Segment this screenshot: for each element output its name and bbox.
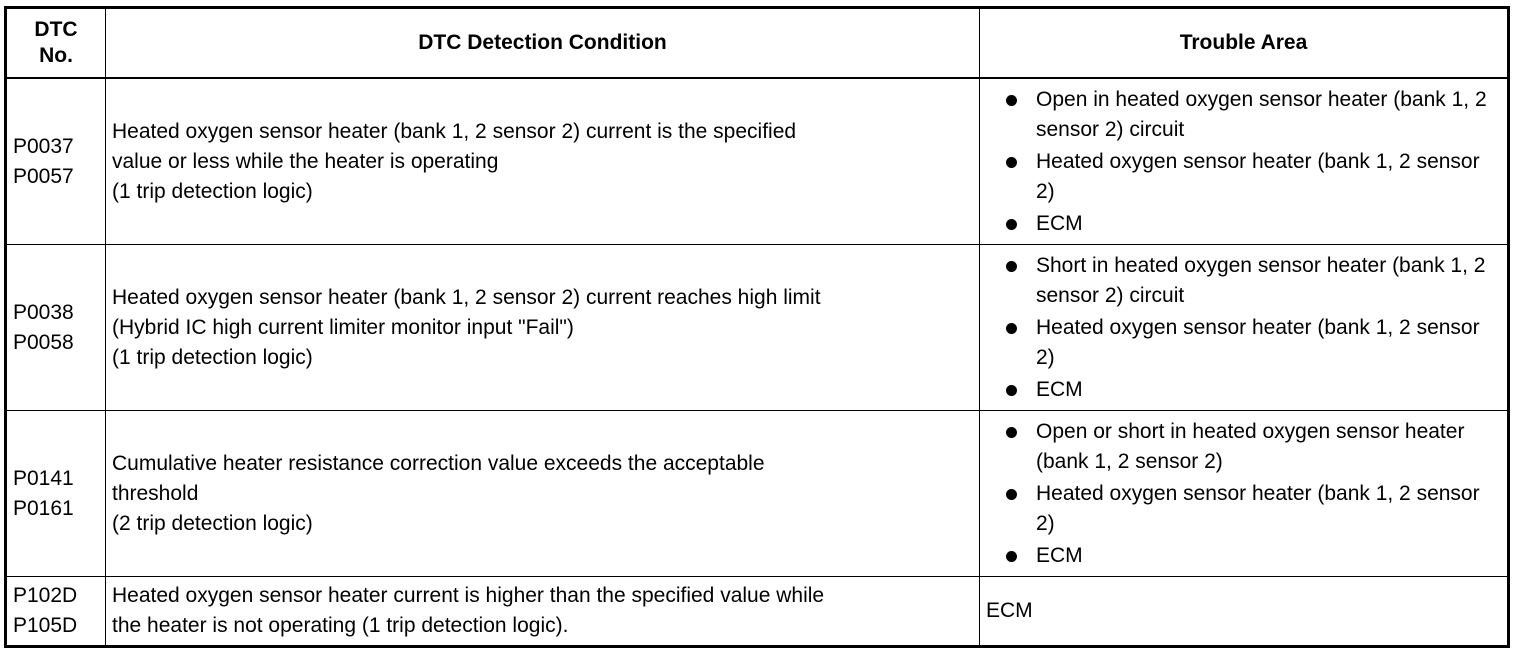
- trouble-area-text: Open or short in heated oxygen sensor heater (bank 1, 2 sensor 2): [1036, 419, 1465, 473]
- dtc-code-cell: [6, 577, 106, 647]
- condition-line: Heated oxygen sensor heater current is higher than the specified value while: [112, 584, 825, 607]
- dtc-code: P105D: [13, 614, 78, 637]
- table-row: [6, 577, 1509, 647]
- condition-line: the heater is not operating (1 trip detection logic).: [112, 614, 569, 637]
- detection-condition-cell: [106, 411, 980, 577]
- header-dtc-no: [6, 8, 106, 79]
- trouble-area-text: Heated oxygen sensor heater (bank 1, 2 sensor 2): [1036, 481, 1480, 535]
- list-item: [986, 417, 1501, 477]
- bullet-icon: [1006, 95, 1017, 106]
- trouble-area-text: ECM: [1036, 377, 1083, 401]
- trouble-area-cell: ECM: [980, 577, 1509, 647]
- dtc-code: P0057: [13, 164, 74, 188]
- list-item: [986, 147, 1501, 207]
- list-item: [986, 209, 1501, 239]
- dtc-code: P102D: [13, 584, 78, 607]
- condition-line: (Hybrid IC high current limiter monitor input "Fail"): [112, 315, 574, 339]
- dtc-code: P0058: [13, 330, 74, 354]
- condition-line: value or less while the heater is operating: [112, 149, 499, 173]
- list-item: [986, 541, 1501, 571]
- list-item: [986, 251, 1501, 311]
- list-item: [986, 85, 1501, 145]
- condition-line: Heated oxygen sensor heater (bank 1, 2 sensor 2) current is the specified: [112, 119, 797, 143]
- dtc-code: P0037: [13, 134, 74, 158]
- detection-condition-cell: [106, 78, 980, 245]
- header-dtc-no-line1: DTC: [34, 18, 78, 41]
- trouble-area-cell: [980, 411, 1509, 577]
- trouble-area-text: ECM: [1036, 543, 1083, 567]
- dtc-code: P0161: [13, 496, 74, 520]
- bullet-icon: [1006, 157, 1017, 168]
- trouble-area-list: [986, 417, 1501, 571]
- list-item: [986, 375, 1501, 405]
- trouble-area-text: ECM: [1036, 211, 1083, 235]
- condition-line: (2 trip detection logic): [112, 511, 313, 535]
- header-row: [6, 8, 1509, 79]
- bullet-icon: [1006, 323, 1017, 334]
- list-item: [986, 479, 1501, 539]
- trouble-area-text: Heated oxygen sensor heater (bank 1, 2 sensor 2): [1036, 315, 1480, 369]
- trouble-area-list: [986, 251, 1501, 405]
- bullet-icon: [1006, 551, 1017, 562]
- dtc-code-cell: [6, 411, 106, 577]
- header-trouble-area: Trouble Area: [980, 8, 1509, 79]
- condition-line: Heated oxygen sensor heater (bank 1, 2 sensor 2) current reaches high limit: [112, 285, 821, 309]
- condition-line: (1 trip detection logic): [112, 179, 313, 203]
- detection-condition-cell: [106, 245, 980, 411]
- header-dtc-no-line2: No.: [39, 44, 73, 67]
- condition-line: (1 trip detection logic): [112, 345, 313, 369]
- bullet-icon: [1006, 219, 1017, 230]
- dtc-code-cell: [6, 78, 106, 245]
- trouble-area-cell: [980, 245, 1509, 411]
- header-detection-condition: DTC Detection Condition: [106, 8, 980, 79]
- trouble-area-text: Heated oxygen sensor heater (bank 1, 2 sensor 2): [1036, 149, 1480, 203]
- table-row: [6, 78, 1509, 245]
- condition-line: Cumulative heater resistance correction value exceeds the acceptable: [112, 451, 765, 475]
- bullet-icon: [1006, 427, 1017, 438]
- trouble-area-text: Short in heated oxygen sensor heater (bank 1, 2 sensor 2) circuit: [1036, 253, 1486, 307]
- dtc-table: [4, 6, 1510, 648]
- trouble-area-text: Open in heated oxygen sensor heater (bank 1, 2 sensor 2) circuit: [1036, 87, 1487, 141]
- condition-line: threshold: [112, 481, 199, 505]
- table-row: [6, 245, 1509, 411]
- table-row: [6, 411, 1509, 577]
- trouble-area-cell: [980, 78, 1509, 245]
- trouble-area-list: [986, 85, 1501, 239]
- bullet-icon: [1006, 385, 1017, 396]
- dtc-code-cell: [6, 245, 106, 411]
- bullet-icon: [1006, 489, 1017, 500]
- detection-condition-cell: [106, 577, 980, 647]
- dtc-code: P0141: [13, 466, 74, 490]
- dtc-code: P0038: [13, 300, 74, 324]
- list-item: [986, 313, 1501, 373]
- bullet-icon: [1006, 261, 1017, 272]
